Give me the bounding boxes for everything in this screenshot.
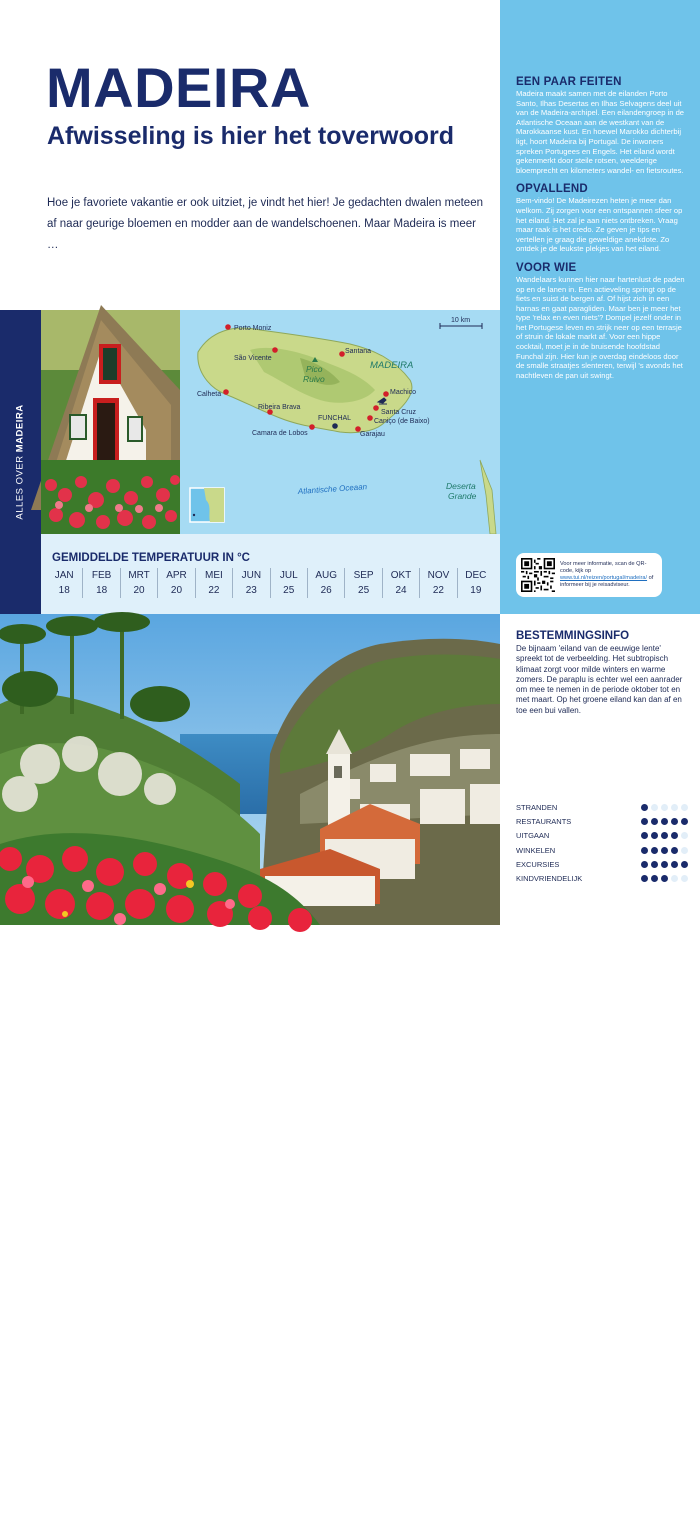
- place-santa-cruz: Santa Cruz: [381, 409, 417, 416]
- rating-dots: [641, 818, 688, 825]
- temperature-month: MRT: [128, 570, 150, 581]
- destination-info: [500, 614, 700, 925]
- qr-info-box: [516, 553, 662, 597]
- temperature-cell: [82, 568, 119, 598]
- island-map[interactable]: [180, 310, 500, 534]
- rating-dot-filled: [671, 861, 678, 868]
- temperature-table: [46, 568, 494, 598]
- rating-dots: [641, 832, 688, 839]
- temperature-value: 25: [283, 585, 295, 596]
- rating-dot-filled: [671, 818, 678, 825]
- rating-dot-filled: [671, 832, 678, 839]
- temperature-month: FEB: [91, 570, 112, 581]
- temperature-cell: [46, 568, 82, 598]
- temperature-cell: [195, 568, 232, 598]
- place-machico: Machico: [390, 389, 417, 396]
- audience-text: Wandelaars kunnen hier naar hartenlust de paden op en de lanen in. Een actieveling springt op de fiets en suist de bergen af. Of hijst zich in een harnas en gaat paragliden. Maar ben je meer het type 'relax en even niets'? Dompel jezelf onder in het Portugese leven en strijk neer op een terrasje of struin de lokale markt af. Voor een hippe cocktail, moet je in de bruisende hoofdstad Funchal zijn. Hier kun je overdag eindeloos door de smalle straatjes slenteren, terwijl 's avonds het nachtleven de pan uit swingt.: [516, 274, 685, 380]
- temperature-value: 19: [470, 585, 482, 596]
- place-calheta: Calheta: [197, 391, 222, 398]
- temperature-cell: [232, 568, 269, 598]
- temperature-cell: [457, 568, 494, 598]
- place-dot: [332, 423, 338, 429]
- map-ocean-label: Atlantische Oceaan: [297, 482, 368, 496]
- page-title: MADEIRA: [46, 56, 311, 119]
- rating-dot-empty: [681, 804, 688, 811]
- temperature-cell: [120, 568, 157, 598]
- notable-text: Bem-vindo! De Madeirezen heten je meer dan welkom. Zij zorgen voor een ontspannen sfeer op het eiland. Het zal je aan niets ontbreken. Vraag maar raak is het credo. Ze geven je tips en vertellen je graag die geweldige anekdote. Zo ontdek je de leukste plekjes van het eiland.: [516, 196, 683, 254]
- rating-label: UITGAAN: [516, 831, 550, 841]
- rating-dot-filled: [651, 861, 658, 868]
- place-sao-vicente: São Vicente: [234, 355, 272, 362]
- rating-row: [516, 829, 688, 843]
- temperature-cell: [344, 568, 381, 598]
- rating-label: WINKELEN: [516, 845, 556, 855]
- rating-label: RESTAURANTS: [516, 816, 572, 826]
- rating-dot-filled: [651, 875, 658, 882]
- qr-text: Voor meer informatie, scan de QR-code, kijk op www.tui.nl/reizen/portugal/madeira/ of informeer bij je reisadviseur.: [560, 561, 654, 588]
- temperature-cell: [157, 568, 194, 598]
- map-island-name: MADEIRA: [370, 360, 414, 371]
- qr-code-icon[interactable]: [521, 558, 555, 592]
- place-garajau: Garajau: [360, 431, 385, 438]
- rating-dots: [641, 847, 688, 854]
- facts-text: Madeira maakt samen met de eilanden Porto Santo, Ilhas Desertas en Ilhas Selvagens deel uit van de Madeira-archipel. Een eilandengroep in de Atlantische Oceaan aan de westkant van de Marokkaanse kust. En hoewel Marokko dichterbij ligt, hoort Madeira bij Portugal. De inwoners spreken Portugees en Engels. Het eiland wordt gekenmerkt door steile rotsen, weelderige bloemprecht en kilometers wandel- en fietsroutes.: [516, 89, 685, 175]
- coast-photo: [0, 614, 500, 1519]
- rating-dot-empty: [651, 804, 658, 811]
- place-dot: [339, 351, 345, 357]
- place-santana: Santana: [345, 348, 372, 355]
- temperature-value: 24: [395, 585, 407, 596]
- temperature-cell: [382, 568, 419, 598]
- temperature-month: JUN: [241, 570, 262, 581]
- temperature-value: 18: [96, 585, 108, 596]
- website-link[interactable]: www.tui.nl/reizen/portugal/madeira/: [560, 575, 648, 581]
- rating-dot-filled: [641, 861, 648, 868]
- temperature-month: JUL: [279, 570, 298, 581]
- temperature-cell: [270, 568, 307, 598]
- destination-text: De bijnaam 'eiland van de eeuwige lente' spreekt tot de verbeelding. Het subtropisch klimaat zorgt voor milde winters en warme zomers. De paraplu is echter wel een aanrader om mee te nemen in de periode oktober tot en met maart. Op het groene eiland kan dan af en toe een bui vallen.: [516, 644, 683, 715]
- rating-row: [516, 800, 688, 814]
- ratings-list: [516, 800, 688, 886]
- destination-heading: BESTEMMINGSINFO: [516, 630, 630, 642]
- intro-text: Hoe je favoriete vakantie er ook uitziet, je vindt het hier! Je gedachten dwalen meteen af naar geurige bloemen en modder aan de wandelschoenen. Maar Madeira is meer …: [47, 197, 483, 251]
- temperature-month: APR: [166, 570, 187, 581]
- place-dot: [383, 391, 389, 397]
- temperature-value: 22: [208, 585, 220, 596]
- page-number: 124: [18, 1508, 35, 1519]
- rating-dot-filled: [651, 832, 658, 839]
- rating-dot-filled: [661, 847, 668, 854]
- rating-dot-filled: [661, 875, 668, 882]
- place-dot: [367, 415, 373, 421]
- rating-dots: [641, 804, 688, 811]
- temperature-month: OKT: [390, 570, 412, 581]
- rating-label: KINDVRIENDELIJK: [516, 874, 583, 884]
- temperature-month: JAN: [54, 570, 74, 581]
- facts-panel: [516, 76, 688, 380]
- temperature-month: DEC: [465, 570, 487, 581]
- place-camara-de-lobos: Camara de Lobos: [252, 430, 308, 437]
- map-deserta-label: Deserta Grande: [446, 481, 477, 501]
- rating-dot-empty: [661, 804, 668, 811]
- temperature-value: 22: [432, 585, 444, 596]
- temperature-value: 25: [358, 585, 370, 596]
- rating-dot-filled: [641, 818, 648, 825]
- house-photo: [41, 310, 180, 534]
- rating-dot-filled: [681, 861, 688, 868]
- place-dot: [223, 389, 229, 395]
- place-dot: [309, 424, 315, 430]
- temperature-month: NOV: [427, 570, 450, 581]
- rating-label: EXCURSIES: [516, 859, 560, 869]
- map-peak-label: Pico Ruivo: [303, 364, 325, 384]
- rating-row: [516, 814, 688, 828]
- rating-dot-filled: [651, 818, 658, 825]
- place-canico: Caniço (de Baixo): [374, 418, 430, 425]
- map-scale: 10 km: [451, 317, 471, 324]
- rating-row: [516, 843, 688, 857]
- rating-dot-filled: [641, 847, 648, 854]
- place-dot: [373, 405, 379, 411]
- rating-dot-empty: [671, 875, 678, 882]
- place-dot: [225, 324, 231, 330]
- rating-dot-filled: [641, 832, 648, 839]
- temperature-cell: [307, 568, 344, 598]
- temperature-value: 18: [58, 585, 70, 596]
- rating-dot-filled: [681, 818, 688, 825]
- rating-dot-filled: [651, 847, 658, 854]
- temperature-panel: [41, 534, 500, 614]
- page-subtitle: Afwisseling is hier het toverwoord: [47, 122, 455, 150]
- temperature-month: AUG: [315, 570, 337, 581]
- locator-inset: [190, 488, 224, 522]
- place-dot: [272, 347, 278, 353]
- rating-row: [516, 871, 688, 885]
- facts-heading: EEN PAAR FEITEN: [516, 76, 622, 88]
- temperature-month: MEI: [205, 570, 223, 581]
- temperature-value: 26: [320, 585, 332, 596]
- rating-dot-filled: [661, 832, 668, 839]
- rating-dot-empty: [681, 875, 688, 882]
- rating-dot-empty: [681, 847, 688, 854]
- rating-dots: [641, 875, 688, 882]
- audience-heading: VOOR WIE: [516, 261, 577, 274]
- rating-dot-empty: [681, 832, 688, 839]
- temperature-title: GEMIDDELDE TEMPERATUUR IN °C: [52, 552, 250, 564]
- rating-dots: [641, 861, 688, 868]
- temperature-cell: [419, 568, 456, 598]
- temperature-value: 20: [170, 585, 183, 596]
- place-funchal: FUNCHAL: [318, 415, 352, 422]
- rating-dot-filled: [641, 804, 648, 811]
- temperature-value: 20: [133, 585, 145, 596]
- temperature-value: 23: [245, 585, 257, 596]
- notable-heading: OPVALLEND: [516, 183, 588, 196]
- rating-dot-filled: [661, 861, 668, 868]
- place-porto-moniz: Porto Moniz: [234, 325, 272, 332]
- side-label: ALLES OVER MADEIRA: [14, 404, 26, 520]
- rating-dot-filled: [641, 875, 648, 882]
- temperature-month: SEP: [353, 570, 374, 581]
- rating-dot-filled: [671, 847, 678, 854]
- rating-label: STRANDEN: [516, 802, 558, 812]
- place-ribeira-brava: Ribeira Brava: [258, 404, 301, 411]
- rating-dot-empty: [671, 804, 678, 811]
- rating-row: [516, 857, 688, 871]
- rating-dot-filled: [661, 818, 668, 825]
